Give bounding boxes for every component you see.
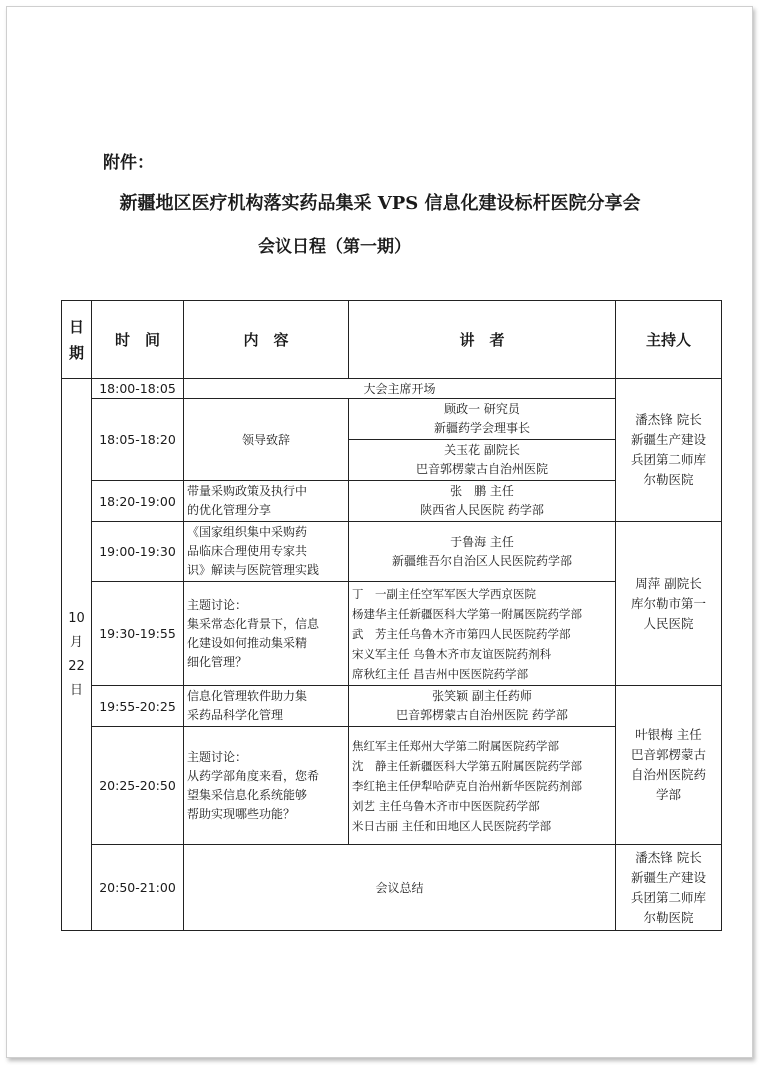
speaker-line: 张 鹏 主任 <box>450 484 514 498</box>
speaker-cell <box>349 440 616 481</box>
header-time: 时 间 <box>92 301 184 379</box>
table-row <box>62 686 722 727</box>
host-line: 新疆生产建设 <box>630 432 706 447</box>
host-line: 学部 <box>655 787 681 802</box>
speaker-line: 刘艺 主任乌鲁木齐市中医医院药学部 <box>352 798 540 813</box>
host-line: 新疆生产建设 <box>630 869 706 885</box>
content-line: 帮助实现哪些功能？ <box>187 806 296 821</box>
content-line: 的优化管理分享 <box>187 503 272 517</box>
host-line: 兵团第二师库 <box>630 889 706 905</box>
speaker-line: 李红艳主任伊犁哈萨克自治州新华医院药剂部 <box>352 778 582 793</box>
speaker-cell <box>349 522 616 582</box>
day-date: 22 <box>68 658 85 674</box>
speaker-line: 沈 静主任新疆医科大学第五附属医院药学部 <box>352 758 582 773</box>
day-number: 10 <box>68 610 85 626</box>
time-cell: 19:30-19:55 <box>92 582 184 686</box>
schedule-table <box>61 300 722 931</box>
host-cell <box>616 686 722 845</box>
header-day-char-2: 期 <box>68 343 84 362</box>
content-line: 识》解读与医院管理实践 <box>187 563 320 577</box>
time-cell: 20:50-21:00 <box>92 845 184 931</box>
speaker-line: 关玉花 副院长 <box>444 443 520 457</box>
content-line: 采药品科学化管理 <box>187 708 284 722</box>
content-line: 从药学部角度来看，您希 <box>187 768 320 783</box>
host-line: 巴音郭楞蒙古 <box>630 747 706 762</box>
speaker-line: 杨建华主任新疆医科大学第一附属医院药学部 <box>352 606 582 621</box>
day-month: 月 <box>69 634 83 650</box>
time-cell: 19:00-19:30 <box>92 522 184 582</box>
header-host: 主持人 <box>616 301 722 379</box>
speaker-line: 新疆维吾尔自治区人民医院药学部 <box>391 553 572 568</box>
table-row <box>62 522 722 582</box>
time-cell: 18:00-18:05 <box>92 379 184 399</box>
header-day-char-1: 日 <box>68 317 84 336</box>
content-line: 信息化管理软件助力集 <box>187 689 308 703</box>
content-line: 细化管理？ <box>187 654 248 669</box>
content-line: 集采常态化背景下，信息 <box>187 616 320 631</box>
header-day <box>62 301 92 379</box>
speaker-line: 武 芳主任乌鲁木齐市第四人民医院药学部 <box>352 626 571 641</box>
time-cell: 18:20-19:00 <box>92 481 184 522</box>
speaker-line: 顾政一 研究员 <box>444 402 520 416</box>
speaker-line: 巴音郭楞蒙古自治州医院 药学部 <box>396 708 568 722</box>
content-cell <box>184 582 349 686</box>
content-cell <box>184 727 349 845</box>
content-cell <box>184 481 349 522</box>
content-line: 《国家组织集中采购药 <box>187 525 308 539</box>
content-line: 带量采购政策及执行中 <box>187 484 308 498</box>
speaker-cell <box>349 686 616 727</box>
header-speaker: 讲 者 <box>349 301 616 379</box>
host-line: 潘杰锋 院长 <box>635 412 702 427</box>
document-subtitle: 会议日程（第一期） <box>258 237 411 257</box>
header-content: 内 容 <box>184 301 349 379</box>
table-row <box>62 379 722 399</box>
host-cell <box>616 522 722 686</box>
speaker-line: 宋义军主任 乌鲁木齐市友谊医院药剂科 <box>352 646 552 661</box>
host-line: 叶银梅 主任 <box>635 727 702 742</box>
host-line: 兵团第二师库 <box>630 452 706 467</box>
document-title: 新疆地区医疗机构落实药品集采 VPS 信息化建设标杆医院分享会 <box>119 193 641 214</box>
speaker-line: 焦红军主任郑州大学第二附属医院药学部 <box>352 738 559 753</box>
speaker-cell <box>349 727 616 845</box>
time-cell: 19:55-20:25 <box>92 686 184 727</box>
content-line: 望集采信息化系统能够 <box>187 787 308 802</box>
speaker-cell <box>349 481 616 522</box>
speaker-line: 陕西省人民医院 药学部 <box>420 503 544 517</box>
time-cell: 20:25-20:50 <box>92 727 184 845</box>
host-line: 尔勒医院 <box>643 909 694 925</box>
host-line: 人民医院 <box>643 615 694 631</box>
speaker-line: 米日古丽 主任和田地区人民医院药学部 <box>352 818 552 833</box>
content-cell <box>184 686 349 727</box>
content-line: 主题讨论： <box>187 749 248 764</box>
time-cell: 18:05-18:20 <box>92 399 184 481</box>
host-cell <box>616 379 722 522</box>
host-line: 周萍 副院长 <box>635 575 702 591</box>
speaker-line: 于鲁海 主任 <box>450 534 514 549</box>
host-line: 尔勒医院 <box>643 472 694 487</box>
speaker-cell <box>349 582 616 686</box>
speaker-line: 巴音郭楞蒙古自治州医院 <box>415 462 548 476</box>
table-header-row <box>62 301 722 379</box>
content-line: 主题讨论： <box>187 597 248 612</box>
speaker-line: 张笑颖 副主任药师 <box>432 689 532 703</box>
content-cell: 会议总结 <box>184 845 616 931</box>
table-row <box>62 845 722 931</box>
day-suffix: 日 <box>69 682 83 698</box>
host-line: 自治州医院药 <box>630 767 706 782</box>
host-cell <box>616 845 722 931</box>
content-line: 品临床合理使用专家共 <box>187 544 308 558</box>
content-cell <box>184 522 349 582</box>
attachment-label: 附件： <box>103 153 154 173</box>
host-line: 潘杰锋 院长 <box>635 849 702 865</box>
host-line: 库尔勒市第一 <box>630 595 706 611</box>
day-cell <box>62 379 92 931</box>
content-line: 化建设如何推动集采精 <box>187 635 308 650</box>
speaker-line: 席秋红主任 昌吉州中医医院药学部 <box>352 666 529 681</box>
speaker-line: 新疆药学会理事长 <box>433 421 530 435</box>
speaker-cell <box>349 399 616 440</box>
content-cell: 领导致辞 <box>184 399 349 481</box>
content-cell: 大会主席开场 <box>184 379 616 399</box>
speaker-line: 丁 一副主任空军军医大学西京医院 <box>352 586 536 601</box>
